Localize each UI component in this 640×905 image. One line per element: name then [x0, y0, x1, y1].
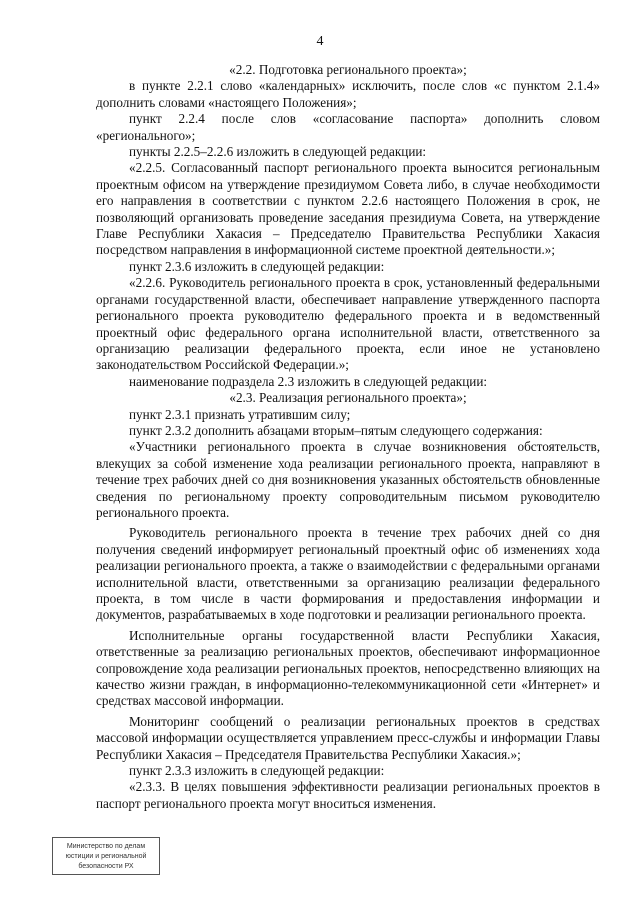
- paragraph: пункт 2.2.4 после слов «согласование паспорта» дополнить словом «регионального»;: [96, 111, 600, 143]
- paragraph: «2.2.5. Согласованный паспорт регионального проекта выносится региональным проектным офисом на утверждение президиумом Совета либо, в случае необходимости его направления в соответствии с пунктом 2.2.6 настоящего Положения в срок, не позволяющий организовать проведение заседания президиума Совета, на утверждение Главе Республики Хакасия – Председателю Правительства Республики Хакасия посредством направления в информационной системе проектной деятельности.»;: [96, 160, 600, 258]
- paragraph: пункт 2.3.3 изложить в следующей редакции:: [129, 763, 385, 779]
- document-body: [96, 62, 600, 812]
- paragraph: пункты 2.2.5–2.2.6 изложить в следующей редакции:: [129, 144, 427, 160]
- paragraph-heading-2-3: «2.3. Реализация регионального проекта»;: [229, 390, 467, 406]
- paragraph-heading-2-2: «2.2. Подготовка регионального проекта»;: [229, 62, 467, 77]
- paragraph: Исполнительные органы государственной власти Республики Хакасия, ответственные за реализацию региональных проектов, обеспечивают информационное сопровождение хода реализации региональных проектов, непосредственно влияющих на качество жизни граждан, в информационно-телекоммуникационной сети «Интернет» и средствах массовой информации.: [96, 627, 600, 709]
- stamp-line: юстиции и региональной: [65, 853, 147, 860]
- paragraph: «2.3.3. В целях повышения эффективности реализации региональных проектов в паспорт регионального проекта могут вноситься изменения.: [96, 779, 600, 811]
- paragraph: в пункте 2.2.1 слово «календарных» исключить, после слов «с пунктом 2.1.4» дополнить словами «настоящего Положения»;: [96, 78, 600, 110]
- paragraph: «2.2.6. Руководитель регионального проекта в срок, установленный федеральными органами государственной власти, обеспечивает направление утвержденного паспорта регионального проекта руководителю федерального проекта и в ведомственный проектный офис федерального органа исполнительной власти, ответственного за организацию реализации федерального проекта, если иное не установлено законодательством Российской Федерации.»;: [96, 275, 600, 373]
- paragraph: пункт 2.3.1 признать утратившим силу;: [129, 406, 351, 422]
- page-number: 4: [316, 34, 324, 49]
- registration-stamp: [52, 837, 160, 875]
- paragraph: пункт 2.3.6 изложить в следующей редакции:: [129, 258, 385, 274]
- paragraph: пункт 2.3.2 дополнить абзацами вторым–пятым следующего содержания:: [129, 422, 543, 438]
- stamp-line: Министерство по делам: [66, 843, 146, 850]
- paragraph: Мониторинг сообщений о реализации региональных проектов в средствах массовой информации осуществляется управлением пресс-службы и информации Главы Республики Хакасия – Председателя Правительства Республики Хакасия.»;: [96, 713, 600, 762]
- stamp-line: безопасности РХ: [78, 863, 134, 870]
- paragraph: Руководитель регионального проекта в течение трех рабочих дней со дня получения сведений информирует региональный проектный офис об изменениях хода реализации регионального проекта, а также о взаимодействии с федеральными органами исполнительной власти, ответственными за организацию реализации федерального проекта, в том числе в части формирования и предоставления информации и документов, разрабатываемых в ходе подготовки и реализации регионального проекта.: [96, 525, 600, 623]
- paragraph: «Участники регионального проекта в случае возникновения обстоятельств, влекущих за собой изменение хода реализации регионального проекта, направляют в течение трех рабочих дней со дня возникновения указанных обстоятельств обновленные сведения по региональному проекту сопроводительным письмом руководителю регионального проекта.: [96, 439, 600, 520]
- paragraph: наименование подраздела 2.3 изложить в следующей редакции:: [129, 373, 488, 389]
